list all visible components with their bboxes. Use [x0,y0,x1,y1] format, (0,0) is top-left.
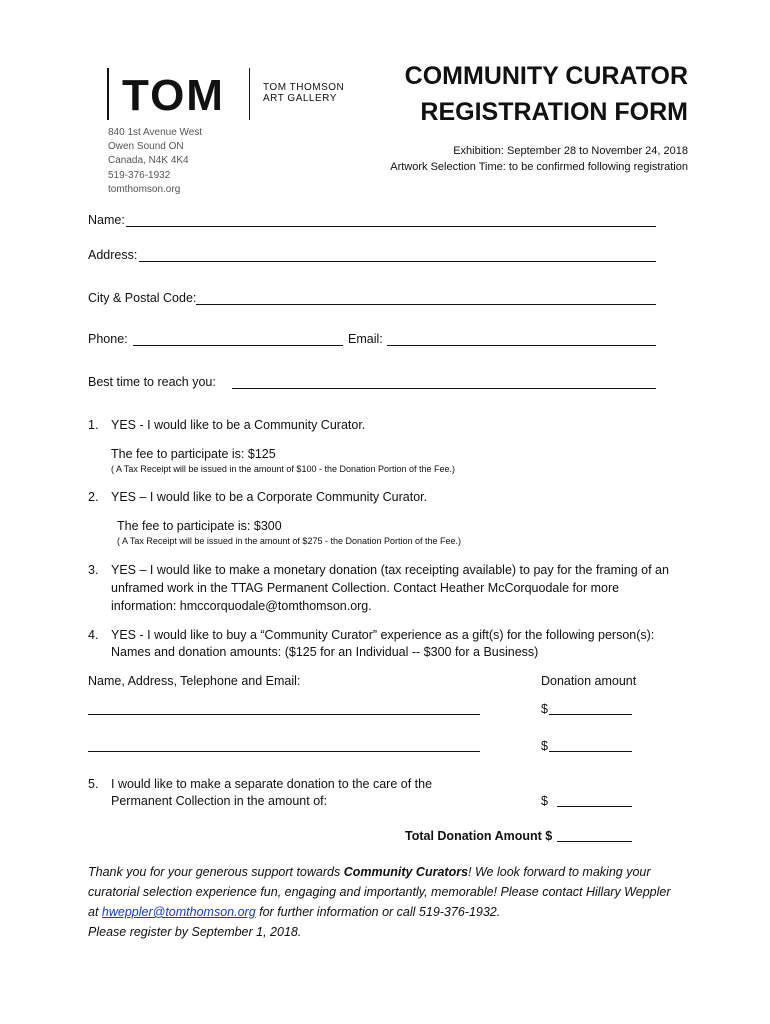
gift-column-name: Name, Address, Telephone and Email: [88,674,301,688]
closing-line3 [88,902,708,922]
best-time-label: Best time to reach you: [88,375,216,389]
option-number: 4. [88,628,99,642]
closing-text: Thank you for your generous support towards [88,865,344,879]
option-5-line1: I would like to make a separate donation to the care of the [111,777,433,791]
exhibition-info [390,144,688,175]
closing-text: ! We look forward to making your [468,865,651,879]
total-donation-field[interactable] [557,841,632,842]
gift-column-amount: Donation amount [541,674,637,688]
option-1-text: YES - I would like to be a Community Curator. [111,418,366,432]
gift-recipient-field-1[interactable] [88,714,480,715]
address-line: Owen Sound ON [108,141,184,153]
address-field[interactable] [139,261,656,262]
dollar-sign: $ [541,702,548,716]
gift-amount-field-1[interactable] [549,714,632,715]
option-1-note: ( A Tax Receipt will be issued in the amount of $100 - the Donation Portion of the Fee.) [111,464,456,474]
option-number: 3. [88,563,99,577]
option-2-fee: The fee to participate is: $300 [117,519,282,533]
form-title [405,58,688,130]
address-phone: 519-376-1932 [108,169,171,181]
email-field[interactable] [387,345,656,346]
dollar-sign: $ [541,739,548,753]
option-3-line2: unframed work in the TTAG Permanent Collection. Contact Heather McCorquodale for more [111,581,620,595]
selection-time: Artwork Selection Time: to be confirmed following registration [390,160,688,173]
gallery-address [108,126,202,197]
dollar-sign: $ [541,794,548,808]
option-5-line2: Permanent Collection in the amount of: [111,794,328,808]
closing-emphasis: Community Curators [343,865,469,879]
gift-recipient-field-2[interactable] [88,751,480,752]
logo-divider-2 [249,68,250,120]
address-line: Canada, N4K 4K4 [108,155,189,167]
logo-text: TOM [122,71,225,120]
contact-email-link[interactable]: hweppler@tomthomson.org [101,905,256,919]
city-label: City & Postal Code: [88,291,197,305]
option-number: 2. [88,490,99,504]
option-3-line1: YES – I would like to make a monetary donation (tax receipting available) to pay for the framing of an [111,563,669,577]
phone-field[interactable] [133,345,343,346]
gift-amount-field-2[interactable] [549,751,632,752]
separate-donation-field[interactable] [557,806,632,807]
option-number: 1. [88,418,99,432]
email-label: Email: [348,332,383,346]
option-number: 5. [88,777,99,791]
title-line2: REGISTRATION FORM [420,98,688,126]
option-1-fee: The fee to participate is: $125 [111,447,276,461]
option-3-line3: information: hmccorquodale@tomthomson.org. [111,599,372,613]
option-4-line1: YES - I would like to buy a “Community Curator” experience as a gift(s) for the following person(s): [111,628,655,642]
option-2-note: ( A Tax Receipt will be issued in the amount of $275 - the Donation Portion of the Fee.) [117,536,462,546]
best-time-field[interactable] [232,388,656,389]
name-label: Name: [88,213,125,227]
closing-message [88,862,708,942]
closing-text: for further information or call 519-376-1932. [255,905,501,919]
logo-subtitle [263,82,344,104]
closing-line1 [88,862,708,882]
city-field[interactable] [196,304,656,305]
phone-label: Phone: [88,332,128,346]
title-line1: COMMUNITY CURATOR [404,62,688,90]
logo-sub-line1: TOM THOMSON [263,82,345,93]
address-website: tomthomson.org [108,183,181,195]
exhibition-dates: Exhibition: September 28 to November 24, 2018 [453,145,688,157]
address-line: 840 1st Avenue West [108,127,203,138]
option-4-line2: Names and donation amounts: ($125 for an Individual -- $300 for a Business) [111,645,539,659]
logo-sub-line2: ART GALLERY [263,93,337,104]
closing-text: at [88,905,102,919]
closing-line2: curatorial selection experience fun, engaging and importantly, memorable! Please contact Hillary Weppler [88,885,671,899]
total-donation-label: Total Donation Amount $ [405,829,553,843]
logo-divider [107,68,109,120]
name-field[interactable] [126,226,656,227]
address-label: Address: [88,248,138,262]
option-2-text: YES – I would like to be a Corporate Community Curator. [111,490,428,504]
register-deadline: Please register by September 1, 2018. [88,925,302,939]
